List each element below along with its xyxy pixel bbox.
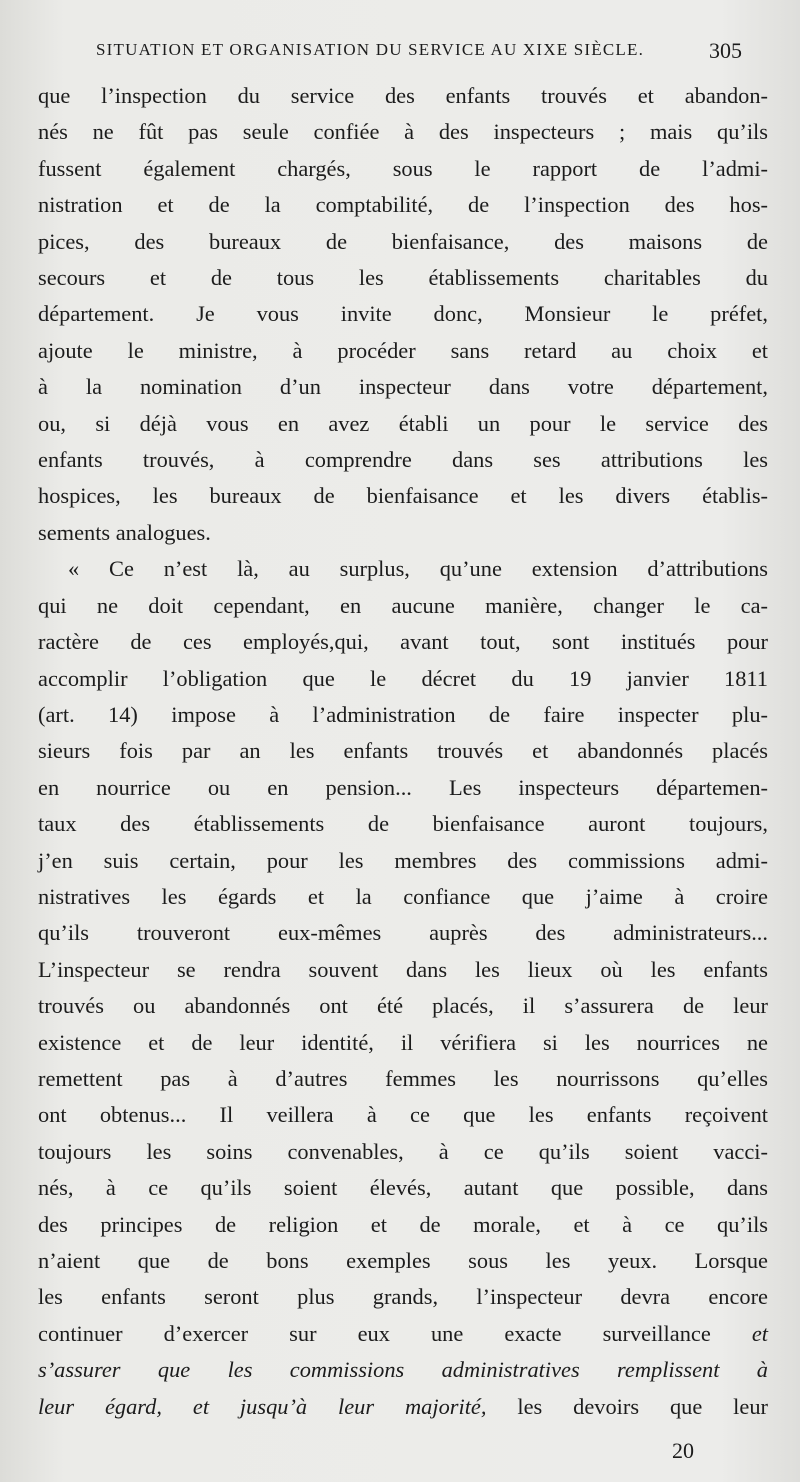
- text-line: en nourrice ou en pension... Les inspecteurs départemen-: [38, 774, 768, 800]
- text-segment: les devoirs que leur: [486, 1393, 768, 1419]
- signature-mark: 20: [672, 1438, 694, 1463]
- text-line-italic: [38, 1352, 768, 1388]
- text-line: taux des établissements de bienfaisance auront toujours,: [38, 811, 768, 837]
- text-line: enfants trouvés, à comprendre dans ses attributions les: [38, 447, 768, 473]
- text-line-mixed: [38, 1389, 768, 1425]
- text-line: que l’inspection du service des enfants trouvés et abandon-: [38, 83, 768, 108]
- text-line: des principes de religion et de morale, et à ce qu’ils: [38, 1211, 768, 1237]
- text-line: qui ne doit cependant, en aucune manière, changer le ca-: [38, 592, 768, 618]
- text-line: ractère de ces employés,qui, avant tout, sont institués pour: [38, 629, 768, 655]
- text-line: nistration et de la comptabilité, de l’inspection des hos-: [38, 192, 768, 218]
- italic-segment: s’assurer que les commissions administratives remplissent à: [38, 1357, 768, 1383]
- text-line: secours et de tous les établissements charitables du: [38, 265, 768, 291]
- italic-segment: leur égard, et jusqu’à leur majorité,: [38, 1393, 487, 1419]
- text-line: ont obtenus... Il veillera à ce que les enfants reçoivent: [38, 1102, 768, 1128]
- text-line: fussent également chargés, sous le rapport de l’admi-: [38, 155, 768, 181]
- text-line: trouvés ou abandonnés ont été placés, il s’assurera de leur: [38, 993, 768, 1019]
- running-title: SITUATION ET ORGANISATION DU SERVICE AU XIXE SIÈCLE.: [96, 40, 645, 59]
- text-line: nés ne fût pas seule confiée à des inspecteurs ; mais qu’ils: [38, 119, 768, 145]
- text-line: (art. 14) impose à l’administration de faire inspecter plu-: [38, 701, 768, 727]
- text-line: hospices, les bureaux de bienfaisance et les divers établis-: [38, 483, 768, 509]
- text-line: L’inspecteur se rendra souvent dans les lieux où les enfants: [38, 956, 768, 982]
- text-line: existence et de leur identité, il vérifiera si les nourrices ne: [38, 1029, 768, 1055]
- text-line: à la nomination d’un inspecteur dans votre département,: [38, 374, 768, 400]
- text-line: « Ce n’est là, au surplus, qu’une extension d’attributions: [68, 556, 768, 582]
- text-line-mixed: [38, 1316, 768, 1352]
- text-line: ou, si déjà vous en avez établi un pour le service des: [38, 410, 768, 436]
- text-line: qu’ils trouveront eux-mêmes auprès des administrateurs...: [38, 920, 768, 946]
- text-line: les enfants seront plus grands, l’inspecteur devra encore: [38, 1284, 768, 1310]
- text-line: nistratives les égards et la confiance que j’aime à croire: [38, 883, 768, 909]
- text-line: remettent pas à d’autres femmes les nourrissons qu’elles: [38, 1065, 768, 1091]
- text-line: toujours les soins convenables, à ce qu’ils soient vacci-: [38, 1138, 768, 1164]
- text-line: j’en suis certain, pour les membres des commissions admi-: [38, 847, 768, 873]
- text-line: pices, des bureaux de bienfaisance, des maisons de: [38, 228, 768, 254]
- text-line: département. Je vous invite donc, Monsieur le préfet,: [38, 301, 768, 327]
- text-line: sieurs fois par an les enfants trouvés et abandonnés placés: [38, 738, 768, 764]
- italic-segment: et: [751, 1320, 768, 1346]
- text-line: nés, à ce qu’ils soient élevés, autant que possible, dans: [38, 1175, 768, 1201]
- text-line: accomplir l’obligation que le décret du 19 janvier 1811: [38, 665, 768, 691]
- page-header: [96, 38, 772, 68]
- text-line: n’aient que de bons exemples sous les yeux. Lorsque: [38, 1248, 768, 1273]
- text-line: ajoute le ministre, à procéder sans retard au choix et: [38, 337, 768, 363]
- text-line: sements analogues.: [38, 519, 211, 545]
- text-segment: continuer d’exercer sur eux une exacte surveillance: [38, 1320, 752, 1346]
- body-text: [38, 78, 768, 1425]
- page-number: 305: [709, 38, 742, 63]
